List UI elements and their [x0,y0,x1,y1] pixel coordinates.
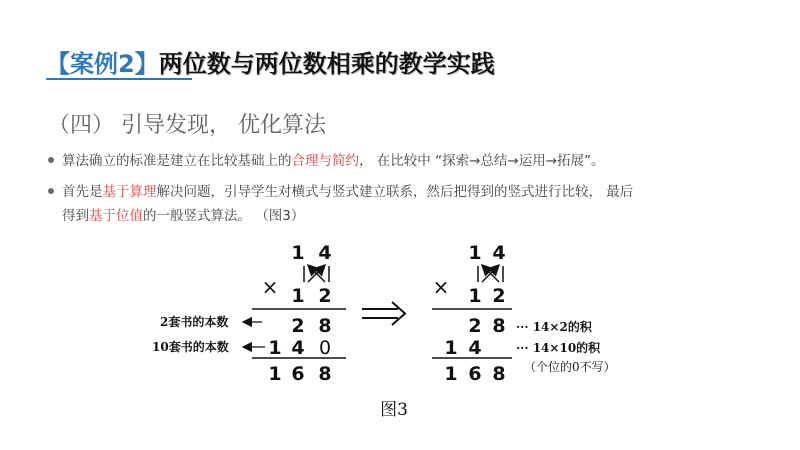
right-partial1-tens: 2 [468,315,482,337]
left-partial1-ones: 8 [318,315,332,337]
note-ones-zero-omitted: （个位的0不写） [524,360,616,374]
label-10-sets: 10套书的本数 [152,340,229,354]
title-text: 两位数与两位数相乘的教学实践 [158,50,495,78]
bullet-2-text-before: 首先是 [62,184,103,200]
right-result-hundreds: 1 [444,363,458,385]
right-partial2-tens: 4 [468,337,482,359]
left-partial1-tens: 2 [291,315,305,337]
right-multiplicand-ones: 4 [492,242,506,264]
left-partial2-tens: 4 [291,337,305,359]
left-cross-arrows-icon [304,265,329,282]
bullet-1-highlight: 合理与简约 [291,153,359,169]
right-partial1-ones: 8 [492,315,506,337]
left-multiplier-ones: 2 [318,285,332,307]
left-multiplicand-ones: 4 [318,242,332,264]
right-vertical-multiplication [432,242,616,385]
bullet-2-highlight-1: 基于算理 [102,184,157,200]
bullet-1-text-after: ， 在比较中 “探索→总结→运用→拓展”。 [359,153,605,169]
left-result-ones: 8 [318,363,332,385]
left-multiplicand-tens: 1 [291,242,305,264]
left-partial2-ones: 0 [318,337,332,359]
left-times-sign: × [261,275,279,299]
note-14x2: ··· 14×2的积 [516,320,592,334]
double-arrow-icon [362,302,405,325]
right-result-tens: 6 [468,363,482,385]
bullet-1-text-before: 算法确立的标准是建立在比较基础上的 [62,153,292,169]
bullet-2-highlight-2: 基于位值 [89,208,143,224]
left-partial2-hundreds: 1 [268,337,282,359]
left-result-hundreds: 1 [268,363,282,385]
left-multiplier-tens: 1 [291,285,305,307]
right-multiplicand-tens: 1 [468,242,482,264]
note-14x10: ··· 14×10的积 [516,341,601,355]
figure-caption: 图3 [380,400,408,420]
label-2-sets: 2套书的本数 [160,315,229,329]
section-heading: （四） 引导发现， 优化算法 [48,113,326,138]
right-partial2-hundreds: 1 [444,337,458,359]
right-multiplier-ones: 2 [492,285,506,307]
left-vertical-multiplication [152,242,346,385]
bullet-2-line-2-before: 得到 [62,208,89,224]
right-cross-arrows-icon [478,265,503,282]
right-times-sign: × [432,275,450,299]
case-tag: 【案例2】 [46,50,159,78]
bullet-2-text-mid: 解决问题，引导学生对横式与竖式建立联系，然后把得到的竖式进行比较， 最后 [156,184,634,200]
right-multiplier-tens: 1 [468,285,482,307]
left-result-tens: 6 [291,363,305,385]
bullet-2-line-2-after: 的一般竖式算法。 （图3） [143,208,305,224]
right-result-ones: 8 [492,363,506,385]
